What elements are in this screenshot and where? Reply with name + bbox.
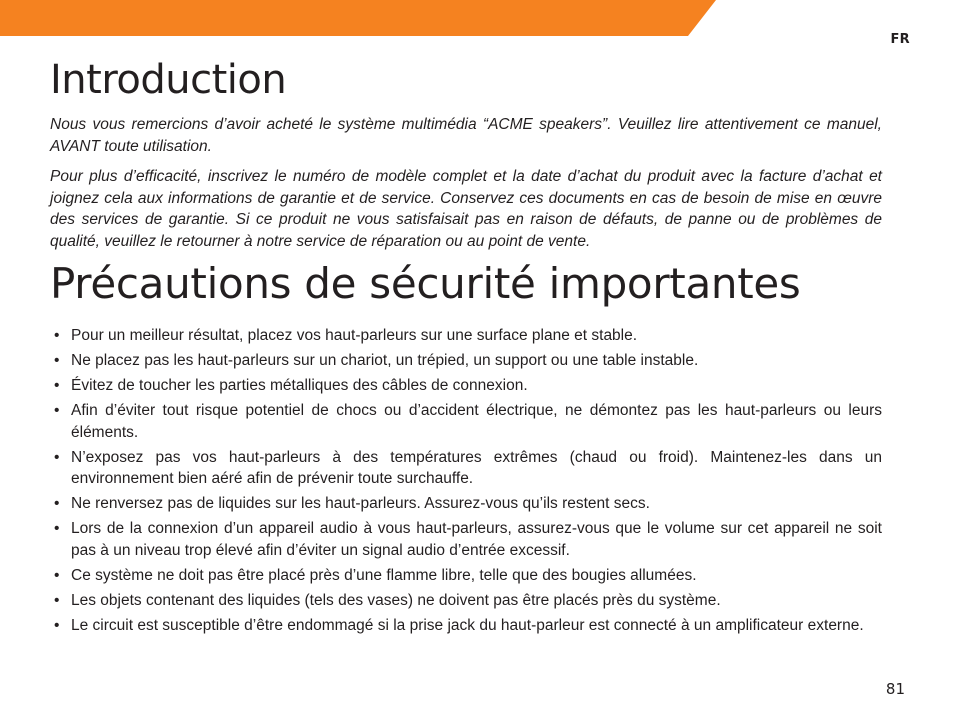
- bullet-icon: •: [54, 495, 60, 512]
- bullet-icon: •: [54, 377, 60, 394]
- page-number: 81: [885, 680, 905, 698]
- safety-item: [50, 400, 882, 443]
- safety-item-text: Le circuit est susceptible d’être endommagé si la prise jack du haut-parleur est connecté à un amplificateur externe.: [71, 616, 864, 634]
- safety-item-text: Les objets contenant des liquides (tels des vases) ne doivent pas être placés près du système.: [71, 591, 721, 609]
- safety-list: [50, 325, 882, 636]
- bullet-icon: •: [54, 352, 60, 369]
- safety-item-text: Ce système ne doit pas être placé près d’une flamme libre, telle que des bougies allumées.: [71, 566, 697, 584]
- safety-item-text: N’exposez pas vos haut-parleurs à des températures extrêmes (chaud ou froid). Maintenez-les dans un environnement bien aéré afin de prévenir toute surchauffe.: [71, 448, 882, 487]
- safety-item: [50, 615, 882, 637]
- safety-item: [50, 518, 882, 561]
- safety-item-text: Afin d’éviter tout risque potentiel de chocs ou d’accident électrique, ne démontez pas les haut-parleurs ou leurs éléments.: [71, 402, 882, 441]
- bullet-icon: •: [54, 520, 60, 537]
- safety-item-text: Ne placez pas les haut-parleurs sur un chariot, un trépied, un support ou une table instable.: [71, 352, 699, 369]
- safety-item: [50, 325, 882, 347]
- bullet-icon: •: [54, 327, 60, 344]
- safety-item-text: Pour un meilleur résultat, placez vos haut-parleurs sur une surface plane et stable.: [71, 327, 638, 344]
- safety-item: [50, 375, 882, 397]
- introduction-title: Introduction: [50, 57, 287, 103]
- bullet-icon: •: [54, 448, 60, 466]
- safety-item: [50, 447, 882, 490]
- safety-item-text: Ne renversez pas de liquides sur les haut-parleurs. Assurez-vous qu’ils restent secs.: [71, 495, 650, 512]
- bullet-icon: •: [54, 616, 60, 634]
- safety-item: [50, 590, 882, 612]
- orange-header-shape: [0, 0, 716, 36]
- page-content: [50, 52, 882, 640]
- safety-item-text: Évitez de toucher les parties métalliques des câbles de connexion.: [71, 377, 528, 394]
- safety-item: [50, 350, 882, 372]
- intro-paragraph-2: Pour plus d’efficacité, inscrivez le numéro de modèle complet et la date d’achat du produit avec la facture d’achat et joignez cela aux informations de garantie et de service. Conservez ces documents en cas de besoin de mise en œuvre des services de garantie. Si ce produit ne vous satisfaisait pas en raison de défauts, de panne ou de problèmes de qualité, veuillez le retourner à notre service de réparation ou au point de vente.: [50, 168, 882, 250]
- bullet-icon: •: [54, 402, 60, 419]
- orange-header-band: [0, 0, 954, 40]
- intro-paragraph-1: Nous vous remercions d’avoir acheté le système multimédia “ACME speakers”. Veuillez lire attentivement ce manuel, AVANT toute utilisation.: [50, 116, 882, 155]
- bullet-icon: •: [54, 591, 60, 609]
- safety-title: Précautions de sécurité importantes: [50, 259, 801, 308]
- safety-item: [50, 565, 882, 587]
- safety-item: [50, 493, 882, 515]
- bullet-icon: •: [54, 566, 60, 584]
- language-tag: FR: [890, 32, 910, 47]
- safety-item-text: Lors de la connexion d’un appareil audio à vous haut-parleurs, assurez-vous que le volume sur cet appareil ne soit pas à un niveau trop élevé afin d’éviter un signal audio d’entrée excessif.: [71, 520, 882, 559]
